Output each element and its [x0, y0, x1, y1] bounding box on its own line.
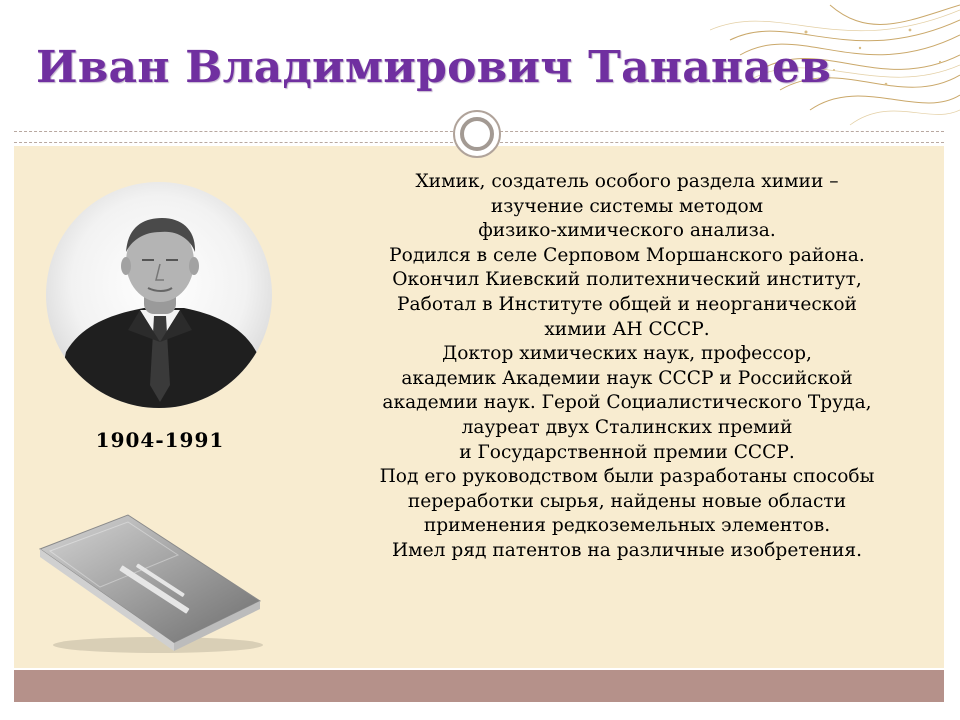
bio-line: физико-химического анализа.: [478, 220, 776, 242]
life-years: 1904-1991: [95, 428, 225, 452]
portrait-photo: [44, 180, 274, 410]
circle-ornament-icon: [453, 110, 501, 158]
bio-line: Родился в селе Серпово‌м Моршанского района.: [389, 244, 865, 266]
bio-line: изучение системы методом: [490, 195, 764, 217]
page-title: Иван Владимирович Тананаев: [36, 42, 832, 93]
bio-line: переработки сырья, найдены новые области: [407, 490, 847, 512]
bio-line: Окончил Киевский политехнический институт,: [392, 269, 862, 291]
bio-line: академии наук. Герой Социалистического Труда,: [382, 392, 872, 414]
bio-line: Под его руководством были разработаны способы: [379, 466, 875, 488]
bottom-bar: [14, 670, 944, 702]
bio-line: Имел ряд патентов на различные изобретения.: [391, 539, 863, 561]
bio-line: применения редкоземельных элементов.: [423, 515, 831, 537]
bio-line: химии АН СССР.: [544, 318, 710, 340]
bio-line: Работал в Институте общей и неорганической: [397, 293, 857, 315]
bio-line: Доктор химических наук, профессор,: [442, 343, 812, 365]
biography-text: [332, 170, 922, 564]
bio-line: Химик, создатель особого раздела химии –: [415, 171, 839, 192]
bio-line: академик Академии наук СССР и Российской: [401, 367, 853, 389]
bio-line: лауреат двух Сталинских премий: [461, 416, 793, 438]
book-image: [28, 505, 268, 655]
bio-line: и Государственной премии СССР.: [459, 441, 795, 463]
